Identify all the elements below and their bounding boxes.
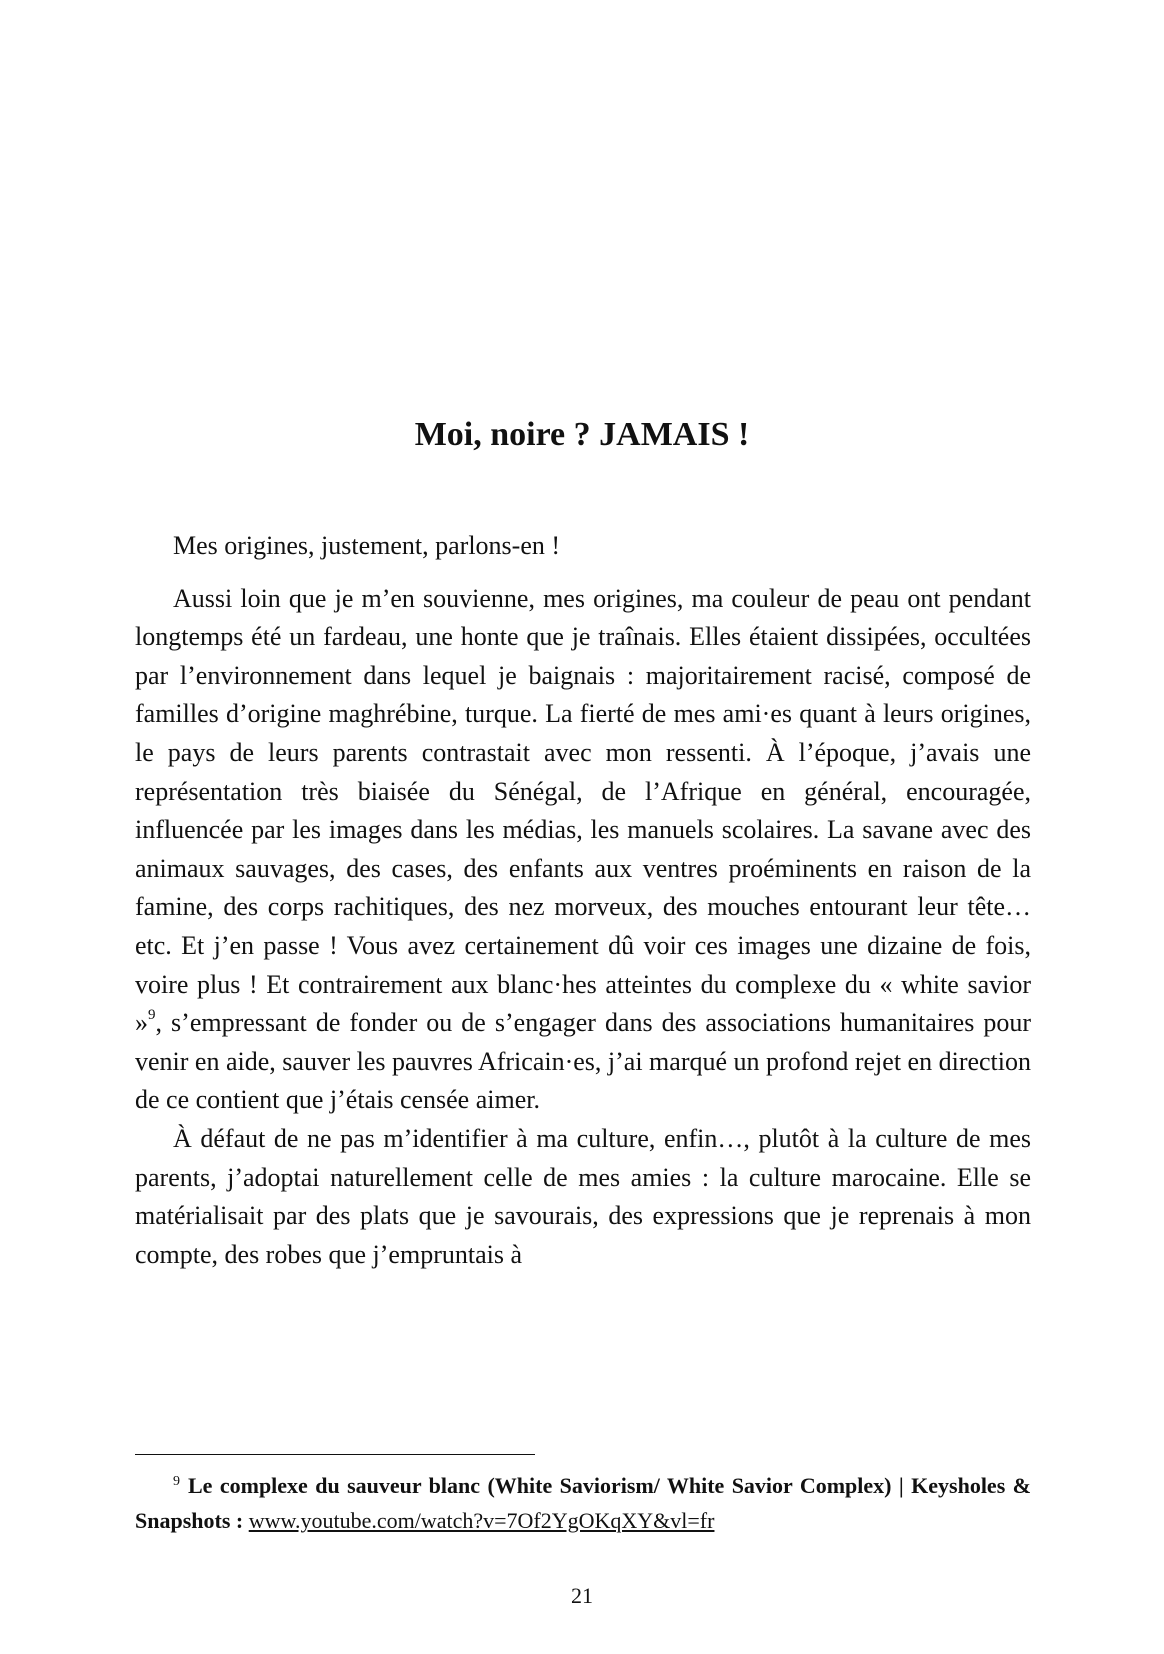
paragraph-2: Aussi loin que je m’en souvienne, mes origines, ma couleur de peau ont pendant longtemps été un fardeau, une honte que je traînais. Elles étaient dissipées, occultées par l’environnement dans lequel je baignais : majoritairement racisé, composé de familles d’origine maghrébine, turque. La fierté de mes ami·es quant à leurs origines, le pays de leurs parents contrastait avec mon ressenti. À l’époque, j’avais une représentation très biaisée du Sénégal, de l’Afrique en général, encouragée, influencée par les images dans les médias, les manuels scolaires. La savane avec des animaux sauvages, des cases, des enfants aux ventres proéminents en raison de la famine, des corps rachitiques, des nez morveux, des mouches entourant leur tête… etc. Et j’en passe ! Vous avez certainement dû voir ces images une dizaine de fois, voire plus ! Et contrairement aux blanc·hes atteintes du complexe du « white savior »$^9$, s’empressant de fonder ou de s’engager dans des associations humanitaires pour venir en aide, sauver les pauvres Africain·es, j’ai marqué un profond rejet en direction de ce contient que j’étais censée aimer. xyxy=(135,583,1032,1115)
page-number: 21 xyxy=(571,1583,593,1608)
footnote xyxy=(135,1470,1031,1536)
paragraph-3: À défaut de ne pas m’identifier à ma culture, enfin…, plutôt à la culture de mes parents, j’adoptai naturellement celle de mes amies : la culture marocaine. Elle se matérialisait par des plats que je savourais, des expressions que je reprenais à mon compte, des robes que j’empruntais à xyxy=(135,1123,1031,1269)
footnote-link[interactable]: www.youtube.com/watch?v=7Of2YgOKqXY&vl=fr xyxy=(248,1508,715,1533)
footnote-number: 9 xyxy=(173,1474,180,1489)
paragraph-2-continuation: s’empressant de fonder ou de s’engager dans des associations humanitaires pour venir en aide, sauver les pauvres Africain·es, j’ai marqué un profond rejet en direction de ce contient que j’étais censée aimer. xyxy=(135,1008,1032,1115)
footnote-source: Le complexe du sauveur blanc (White Saviorism/ White Savior Complex) | Keysholes & Snapshots : xyxy=(135,1473,1031,1533)
paragraph-1: Mes origines, justement, parlons-en ! xyxy=(173,531,561,560)
body-text xyxy=(135,527,1031,1274)
footnote-reference[interactable]: 9 xyxy=(148,1007,156,1024)
chapter-title: Moi, noire ? JAMAIS ! xyxy=(414,415,750,453)
footnote-divider xyxy=(135,1454,535,1455)
paragraph-2-text: Aussi loin que je m’en souvienne, mes origines, ma couleur de peau ont pendant longtemps été un fardeau, une honte que je traînais. Elles étaient dissipées, occultées par l’environnement dans lequel je baignais : majoritairement racisé, composé de familles d’origine maghrébine, turque. La fierté de mes ami·es quant à leurs origines, le pays de leurs parents contrastait avec mon ressenti. À l’époque, j’avais une représentation très biaisée du Sénégal, de l’Afrique en général, encouragée, influencée par les images dans les médias, les manuels scolaires. La savane avec des animaux sauvages, des cases, des enfants aux ventres proéminents en raison de la famine, des corps rachitiques, des nez morveux, des mouches entourant leur tête… etc. Et j’en passe ! Vous avez certainement dû voir ces images une dizaine de fois, voire plus ! Et contrairement aux blanc·hes atteintes du complexe du « white savior » xyxy=(135,583,1031,1038)
